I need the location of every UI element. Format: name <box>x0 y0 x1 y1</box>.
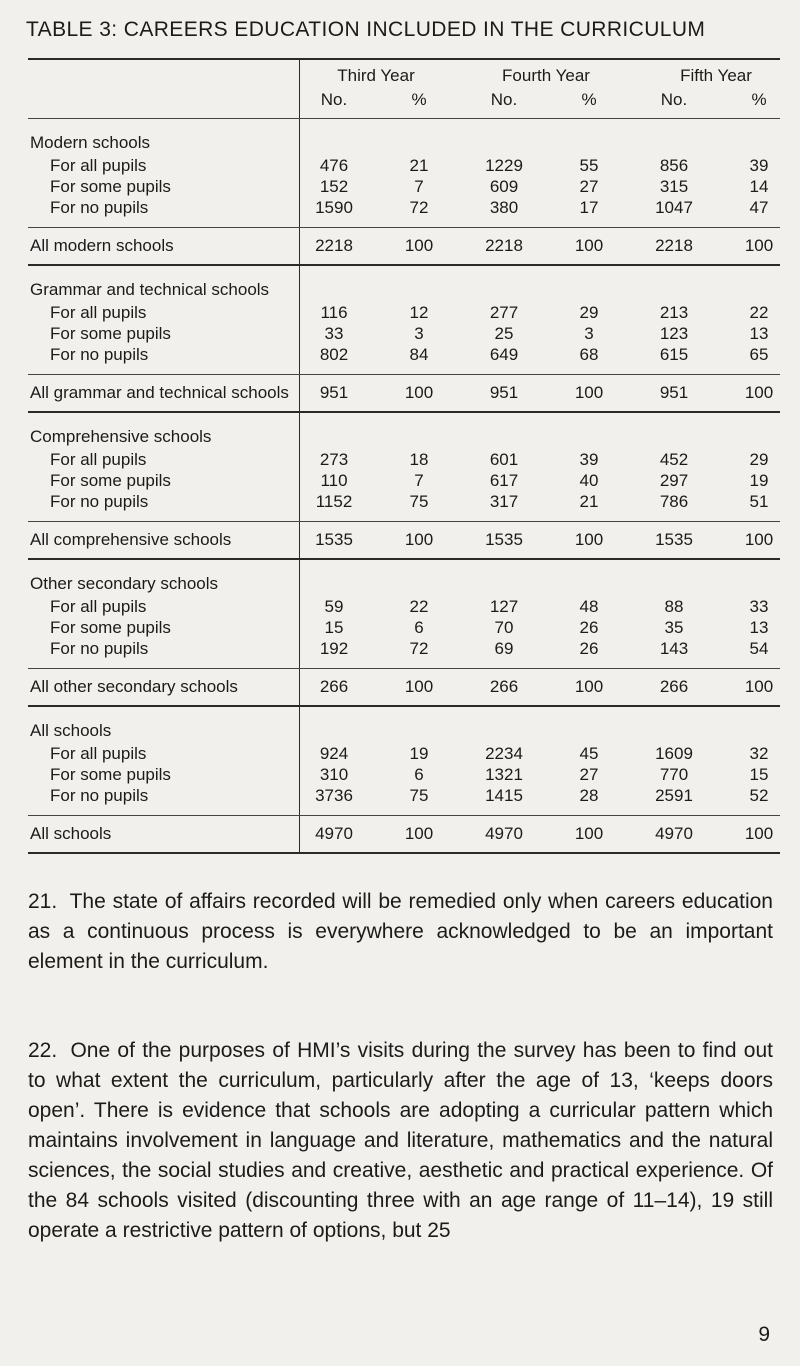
row-label: For no pupils <box>50 198 149 217</box>
cell-count: 33 <box>324 324 344 343</box>
cell-count: 123 <box>659 324 689 343</box>
cell-percent: 6 <box>414 765 424 784</box>
cell-count: 609 <box>489 177 519 196</box>
cell-percent: 51 <box>749 492 769 511</box>
group-title: Comprehensive schools <box>30 427 212 446</box>
header-no: No. <box>320 90 348 109</box>
cell-count: 15 <box>324 618 344 637</box>
table-row <box>28 491 780 512</box>
cell-percent: 72 <box>409 639 429 658</box>
total-count: 1535 <box>485 530 523 549</box>
table-row <box>28 617 780 638</box>
cell-percent: 27 <box>579 765 599 784</box>
total-count: 2218 <box>485 236 523 255</box>
cell-percent: 72 <box>409 198 429 217</box>
total-percent: 100 <box>404 677 434 696</box>
table-row <box>28 764 780 785</box>
cell-percent: 39 <box>749 156 769 175</box>
cell-count: 310 <box>319 765 349 784</box>
cell-count: 1229 <box>485 156 523 175</box>
table-row <box>28 302 780 323</box>
cell-count: 110 <box>320 471 348 490</box>
cell-count: 59 <box>324 597 344 616</box>
total-percent: 100 <box>744 530 774 549</box>
total-row <box>28 228 780 264</box>
total-count: 4970 <box>485 824 523 843</box>
total-count: 4970 <box>315 824 353 843</box>
row-label: For all pupils <box>50 597 147 616</box>
cell-count: 2591 <box>655 786 693 805</box>
cell-percent: 15 <box>749 765 769 784</box>
table-group <box>28 560 780 668</box>
cell-count: 116 <box>320 303 348 322</box>
cell-count: 924 <box>319 744 349 763</box>
cell-count: 2234 <box>485 744 523 763</box>
total-label: All grammar and technical schools <box>30 383 289 402</box>
total-percent: 100 <box>744 824 774 843</box>
row-label: For some pupils <box>50 618 171 637</box>
header-fourth-year: Fourth Year <box>502 66 590 85</box>
cell-percent: 26 <box>579 639 599 658</box>
table-row <box>28 638 780 659</box>
cell-count: 1609 <box>655 744 693 763</box>
cell-percent: 68 <box>579 345 599 364</box>
total-count: 266 <box>319 677 349 696</box>
cell-percent: 45 <box>579 744 599 763</box>
cell-percent: 54 <box>749 639 769 658</box>
page-number: 9 <box>758 1323 770 1346</box>
table-row <box>28 323 780 344</box>
cell-count: 192 <box>319 639 349 658</box>
cell-percent: 12 <box>409 303 429 322</box>
cell-count: 213 <box>659 303 689 322</box>
total-percent: 100 <box>744 383 774 402</box>
group-title: Grammar and technical schools <box>30 280 270 299</box>
table-header <box>28 60 780 118</box>
cell-count: 380 <box>489 198 519 217</box>
cell-percent: 52 <box>749 786 769 805</box>
cell-count: 601 <box>489 450 519 469</box>
cell-count: 1152 <box>315 492 353 511</box>
total-count: 2218 <box>655 236 693 255</box>
cell-count: 1047 <box>655 198 693 217</box>
cell-percent: 28 <box>579 786 599 805</box>
cell-percent: 19 <box>749 471 769 490</box>
group-title: Modern schools <box>30 133 151 152</box>
total-row <box>28 375 780 411</box>
cell-count: 1590 <box>315 198 353 217</box>
row-label: For all pupils <box>50 744 147 763</box>
cell-count: 770 <box>659 765 689 784</box>
cell-count: 476 <box>319 156 349 175</box>
total-percent: 100 <box>744 236 774 255</box>
total-count: 266 <box>489 677 519 696</box>
cell-count: 88 <box>664 597 684 616</box>
cell-percent: 18 <box>409 450 429 469</box>
total-label: All other secondary schools <box>30 677 238 696</box>
cell-count: 35 <box>664 618 684 637</box>
total-percent: 100 <box>404 236 434 255</box>
table-row <box>28 176 780 197</box>
cell-count: 297 <box>659 471 689 490</box>
careers-table <box>28 58 780 854</box>
cell-percent: 27 <box>579 177 599 196</box>
total-row <box>28 522 780 558</box>
table-row <box>28 785 780 806</box>
table-group <box>28 707 780 815</box>
cell-count: 315 <box>659 177 689 196</box>
paragraph-text: The state of affairs recorded will be remedied only when careers education as a continuous process is everywhere acknowledged to be an important element in the curriculum. <box>28 890 773 973</box>
cell-percent: 7 <box>414 177 424 196</box>
cell-count: 69 <box>494 639 514 658</box>
cell-count: 802 <box>319 345 349 364</box>
paragraph-21 <box>28 887 773 977</box>
cell-percent: 47 <box>749 198 769 217</box>
page-title: TABLE 3: CAREERS EDUCATION INCLUDED IN THE CURRICULUM <box>26 18 706 41</box>
paragraph-number: 21. <box>28 890 58 913</box>
cell-count: 277 <box>489 303 519 322</box>
table-row <box>28 344 780 365</box>
row-label: For some pupils <box>50 177 171 196</box>
cell-count: 786 <box>659 492 689 511</box>
row-label: For no pupils <box>50 786 149 805</box>
total-count: 4970 <box>655 824 693 843</box>
cell-percent: 75 <box>409 786 429 805</box>
total-count: 951 <box>489 383 519 402</box>
cell-count: 127 <box>489 597 519 616</box>
paragraph-22 <box>28 1036 773 1246</box>
total-count: 2218 <box>315 236 353 255</box>
table-row <box>28 596 780 617</box>
cell-percent: 84 <box>409 345 429 364</box>
cell-count: 70 <box>494 618 514 637</box>
cell-count: 649 <box>489 345 519 364</box>
total-percent: 100 <box>404 383 434 402</box>
cell-percent: 75 <box>409 492 429 511</box>
cell-percent: 7 <box>414 471 424 490</box>
cell-count: 25 <box>494 324 514 343</box>
header-fifth-year: Fifth Year <box>680 66 752 85</box>
row-label: For all pupils <box>50 156 147 175</box>
table-row <box>28 743 780 764</box>
table-row <box>28 449 780 470</box>
total-count: 1535 <box>315 530 353 549</box>
cell-percent: 17 <box>579 198 599 217</box>
total-count: 1535 <box>655 530 693 549</box>
cell-percent: 22 <box>749 303 769 322</box>
header-third-year: Third Year <box>337 66 415 85</box>
cell-percent: 22 <box>409 597 429 616</box>
cell-percent: 21 <box>409 156 429 175</box>
total-percent: 100 <box>404 824 434 843</box>
table-row <box>28 155 780 176</box>
row-label: For some pupils <box>50 765 171 784</box>
row-label: For all pupils <box>50 450 147 469</box>
total-count: 951 <box>319 383 349 402</box>
table-row <box>28 470 780 491</box>
row-label: For all pupils <box>50 303 147 322</box>
header-pct: % <box>751 90 767 109</box>
cell-percent: 39 <box>579 450 599 469</box>
total-percent: 100 <box>404 530 434 549</box>
row-label: For some pupils <box>50 324 171 343</box>
cell-percent: 26 <box>579 618 599 637</box>
cell-percent: 14 <box>749 177 769 196</box>
group-title: Other secondary schools <box>30 574 219 593</box>
total-count: 951 <box>659 383 689 402</box>
table-group <box>28 266 780 374</box>
cell-count: 273 <box>319 450 349 469</box>
cell-count: 617 <box>489 471 519 490</box>
table-group <box>28 119 780 227</box>
total-percent: 100 <box>574 677 604 696</box>
row-label: For some pupils <box>50 471 171 490</box>
cell-percent: 19 <box>409 744 429 763</box>
row-label: For no pupils <box>50 345 149 364</box>
header-pct: % <box>411 90 427 109</box>
cell-count: 143 <box>659 639 689 658</box>
cell-count: 1415 <box>485 786 523 805</box>
cell-percent: 21 <box>579 492 599 511</box>
cell-count: 1321 <box>485 765 523 784</box>
group-title: All schools <box>30 721 112 740</box>
cell-percent: 6 <box>414 618 424 637</box>
cell-count: 3736 <box>315 786 353 805</box>
cell-percent: 3 <box>584 324 594 343</box>
cell-percent: 65 <box>749 345 769 364</box>
total-row <box>28 816 780 852</box>
row-label: For no pupils <box>50 492 149 511</box>
total-count: 266 <box>659 677 689 696</box>
table-row <box>28 197 780 218</box>
cell-percent: 55 <box>579 156 599 175</box>
header-no: No. <box>490 90 518 109</box>
total-percent: 100 <box>574 236 604 255</box>
cell-percent: 29 <box>579 303 599 322</box>
total-row <box>28 669 780 705</box>
total-label: All comprehensive schools <box>30 530 232 549</box>
cell-percent: 33 <box>749 597 769 616</box>
cell-count: 317 <box>489 492 519 511</box>
cell-percent: 29 <box>749 450 769 469</box>
cell-count: 452 <box>659 450 689 469</box>
total-percent: 100 <box>574 383 604 402</box>
cell-percent: 13 <box>749 324 769 343</box>
cell-count: 152 <box>319 177 349 196</box>
cell-percent: 32 <box>749 744 769 763</box>
total-percent: 100 <box>744 677 774 696</box>
cell-count: 856 <box>659 156 689 175</box>
paragraph-number: 22. <box>28 1039 58 1062</box>
paragraph-text: One of the purposes of HMI’s visits during the survey has been to find out to what extent the curriculum, particularly after the age of 13, ‘keeps doors open’. There is evidence that schools are adopting a curricular pattern which maintains involvement in language and literature, mathematics and the natural sciences, the social studies and creative, aesthetic and practical experience. Of the 84 schools visited (discounting three with an age range of 11–14), 19 still operate a restrictive pattern of options, but 25 <box>28 1039 773 1242</box>
header-pct: % <box>581 90 597 109</box>
table-group <box>28 413 780 521</box>
cell-percent: 48 <box>579 597 599 616</box>
cell-percent: 3 <box>414 324 424 343</box>
total-percent: 100 <box>574 824 604 843</box>
cell-count: 615 <box>659 345 689 364</box>
cell-percent: 13 <box>749 618 769 637</box>
total-label: All modern schools <box>30 236 174 255</box>
total-label: All schools <box>30 824 112 843</box>
total-percent: 100 <box>574 530 604 549</box>
header-no: No. <box>660 90 688 109</box>
row-label: For no pupils <box>50 639 149 658</box>
cell-percent: 40 <box>579 471 599 490</box>
